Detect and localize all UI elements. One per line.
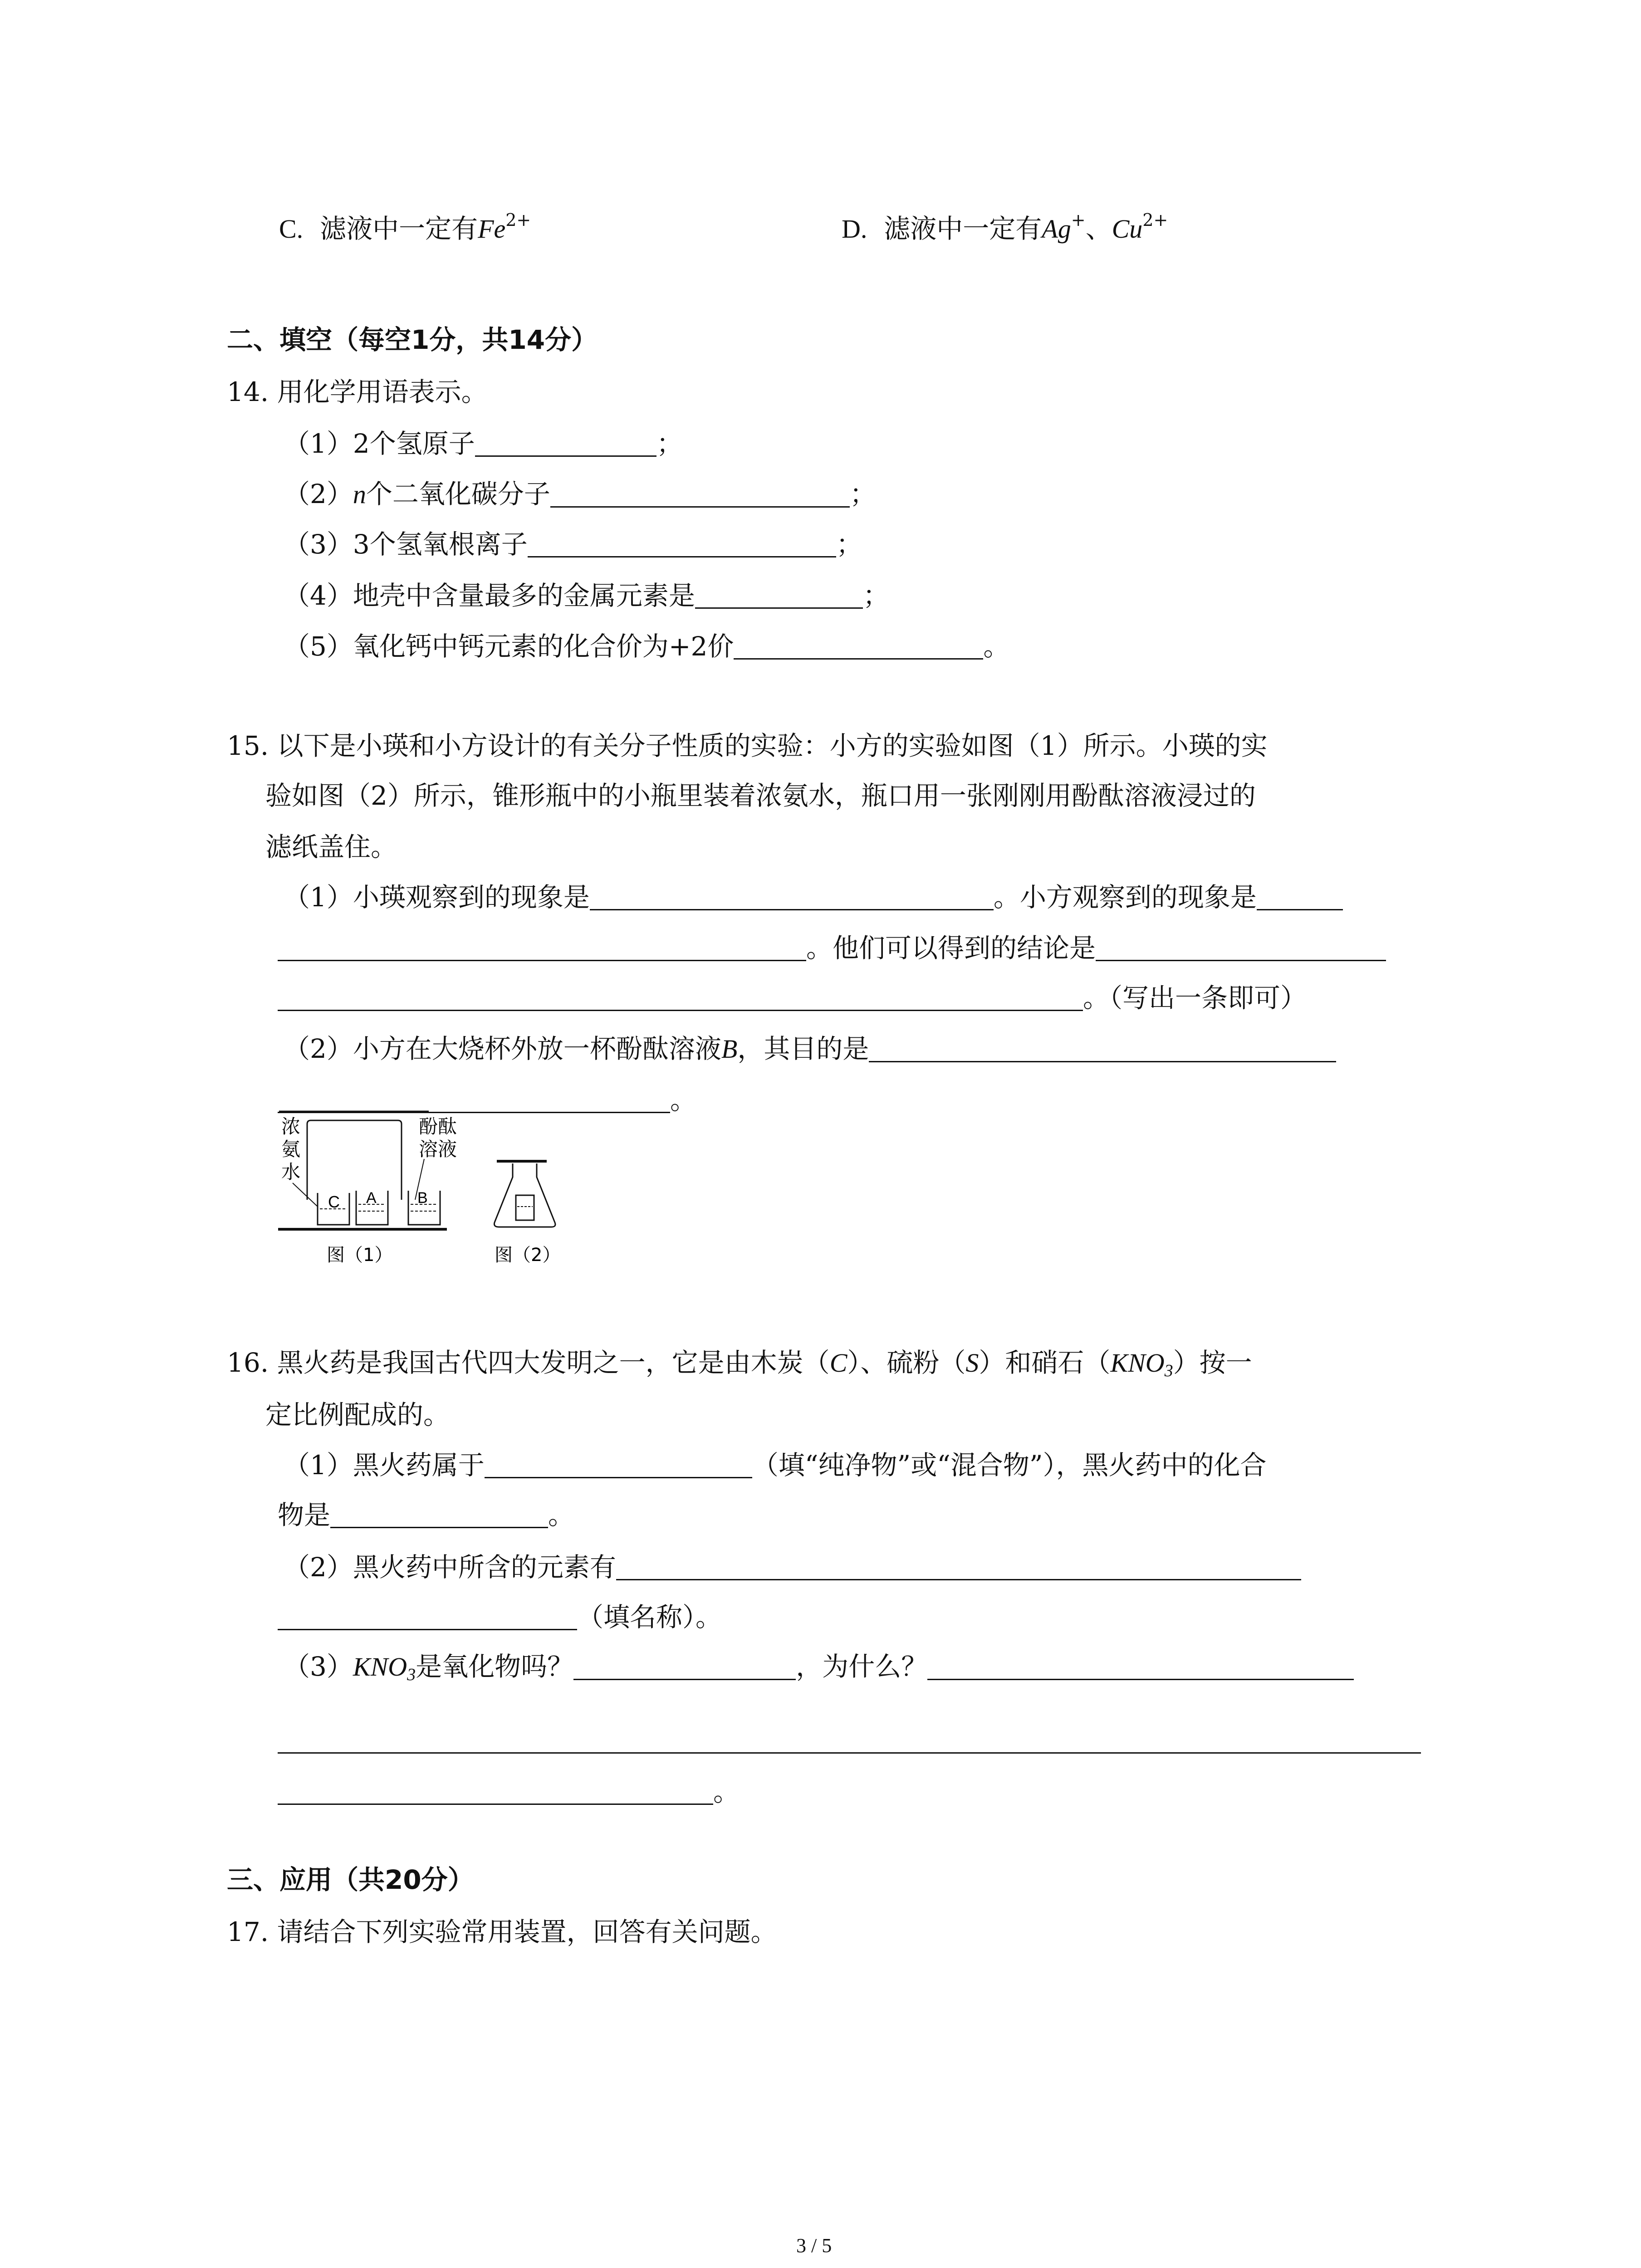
svg-text:A: A — [366, 1189, 377, 1207]
section-heading-2: 二、填空（每空1分，共14分） — [227, 324, 598, 355]
answer-blank[interactable] — [869, 1036, 1336, 1062]
section-heading-3: 三、应用（共20分） — [227, 1864, 474, 1895]
q16-part-3-line-1: $(3)KNO_3$是氧化物吗？ ，为什么？ — [284, 1653, 1354, 1680]
q16-part-2-line-2: （填名称）。 — [278, 1603, 722, 1630]
q14-part-3: （3）3个氢氧根离子 ； — [284, 529, 862, 560]
answer-blank[interactable] — [927, 1653, 1354, 1680]
q14-part-2: （2）n个二氧化碳分子 ； — [284, 479, 876, 509]
question-16-line-1: 16. 黑火药是我国古代四大发明之一，它是由木炭（C）、硫粉（S）和硝石$(KNO_3)$按一 — [227, 1347, 1252, 1380]
question-15-line-2: 验如图（2）所示，锥形瓶中的小瓶里装着浓氨水，瓶口用一张刚刚用酚酞溶液浸过的 — [265, 780, 1256, 811]
label-ammonia-2: 氨 — [281, 1138, 301, 1160]
answer-blank[interactable] — [278, 1752, 1421, 1754]
answer-blank[interactable] — [550, 481, 850, 508]
q15-part-1-line-1: （1）小瑛观察到的现象是 。小方观察到的现象是 — [284, 884, 1343, 910]
answer-blank[interactable] — [475, 430, 656, 457]
answer-blank[interactable] — [616, 1554, 1301, 1580]
q15-part-1-line-3: 。（写出一条即可） — [278, 984, 1307, 1011]
answer-blank[interactable] — [590, 884, 994, 910]
question-14-stem: 14. 用化学用语表示。 — [227, 376, 488, 407]
svg-text:B: B — [417, 1189, 428, 1207]
page-number: 3 / 5 — [796, 2234, 832, 2257]
option-c: C. 滤液中一定有$Fe^{2+}$ — [279, 210, 531, 244]
beaker-a-icon — [356, 1189, 388, 1225]
answer-blank[interactable] — [695, 582, 863, 609]
answer-blank[interactable] — [278, 934, 806, 961]
question-16-line-2: 定比例配成的。 — [265, 1399, 450, 1430]
answer-blank[interactable] — [278, 1603, 577, 1630]
label-ammonia-3: 水 — [281, 1161, 301, 1183]
question-17-stem: 17. 请结合下列实验常用装置，回答有关问题。 — [227, 1916, 777, 1947]
beaker-b-icon — [408, 1189, 440, 1225]
beaker-c-icon — [318, 1193, 349, 1225]
label-ammonia-1: 浓 — [281, 1115, 301, 1138]
label-phenolphthalein-1: 酚酞 — [419, 1115, 457, 1138]
answer-blank[interactable] — [485, 1452, 752, 1478]
large-beaker-icon — [307, 1120, 402, 1200]
answer-blank[interactable] — [278, 984, 1083, 1011]
svg-text:C: C — [328, 1193, 340, 1211]
question-15-line-1: 15. 以下是小瑛和小方设计的有关分子性质的实验：小方的实验如图（1）所示。小瑛的实 — [227, 730, 1268, 761]
q15-part-2-line-1: （2）小方在大烧杯外放一杯酚酞溶液B，其目的是 — [284, 1036, 1336, 1062]
figure-caption-1: 图（1） — [327, 1245, 393, 1266]
conical-flask-icon — [494, 1161, 555, 1227]
q16-part-1-line-1: （1）黑火药属于 （填“纯净物”或“混合物”），黑火药中的化合 — [284, 1450, 1267, 1481]
answer-blank[interactable] — [278, 1778, 713, 1805]
q15-part-1-line-2: 。他们可以得到的结论是 — [278, 934, 1386, 961]
question-15-line-3: 滤纸盖住。 — [265, 831, 397, 862]
q16-part-3-line-3: 。 — [278, 1778, 740, 1805]
q14-part-5: （5）氧化钙中钙元素的化合价为+2价 。 — [284, 631, 1010, 662]
answer-blank[interactable] — [734, 633, 983, 660]
option-d: D. 滤液中一定有Ag+、$Cu^{2+}$ — [842, 210, 1168, 244]
q15-part-2-line-2: 。 — [278, 1086, 696, 1113]
answer-blank[interactable] — [573, 1653, 796, 1680]
q16-part-2-line-1: （2）黑火药中所含的元素有 — [284, 1554, 1301, 1580]
answer-blank[interactable] — [1257, 884, 1343, 910]
q14-part-1: （1）2个氢原子 ； — [284, 428, 683, 459]
answer-blank[interactable] — [330, 1501, 548, 1528]
q14-part-4: （4）地壳中含量最多的金属元素是 ； — [284, 580, 889, 611]
label-phenolphthalein-2: 溶液 — [419, 1138, 457, 1160]
q16-part-1-line-2: 物是 。 — [278, 1500, 575, 1530]
answer-blank[interactable] — [1096, 934, 1386, 961]
answer-blank[interactable] — [528, 531, 836, 557]
figure-caption-2: 图（2） — [495, 1245, 561, 1266]
experiment-figure — [274, 1102, 583, 1293]
